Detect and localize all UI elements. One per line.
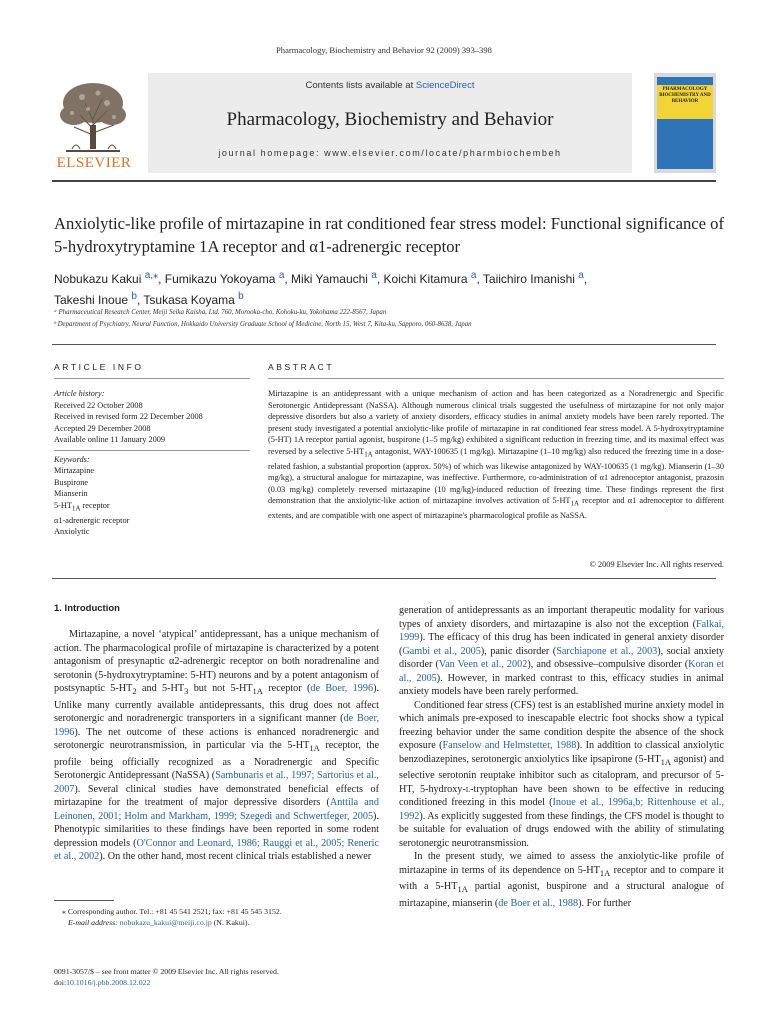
email-line [54,917,374,928]
history-1: Received in revised form 22 December 2008 [54,412,203,421]
email-suffix: (N. Kakui). [211,918,250,927]
abstract-text: Mirtazapine is an antidepressant with a unique mechanism of action and has been categorized as a Noradrenergic and Specific Serotonergic Antidepressant (NaSSA). Although numerous clinical trials suggested the usefulness of mirtazapine for not only major depressive disorders but also a variety of anxiety disorders, efficacy studies in animal anxiety models have been rarely reported. The present study investigated a potential anxiolytic-like profile of mirtazapine in rat conditioned fear stress model. A 5-hydroxytryptamine (5-HT) 1A receptor partial agonist, buspirone (1–5 mg/kg) exhibited a significant reduction in freezing time, and its maximal effect was reversed by a selective $5-HT_{1A}$ antagonist, WAY-100635 (1 mg/kg). Mirtazapine (1–10 mg/kg) also reduced the freezing time in a dose-related fashion, a substantial proportion (approx. 50%) of which was likewise antagonized by WAY-100635 (1 mg/kg). Mianserin (1–30 mg/kg), a structural analogue for mirtazapine, was ineffective. Furthermore, co-administration of α1 adrenoceptor antagonist, prazosin (0.03 mg/kg) completely reversed mirtazapine (10 mg/kg)-induced reduction of freezing time. These findings represent the first demonstration that the anxiolytic-like action of mirtazapine involves activation of $5-HT_{1A}$ receptor and α1 adrenoceptor to different extents, and are compatible with one aspect of mirtazapine's pharmacological profile as NaSSA. [268,389,725,521]
elsevier-wordmark: ELSEVIER [56,155,132,171]
section-heading-introduction: 1. Introduction [54,603,120,614]
article-info [54,388,250,538]
history-3: Available online 11 January 2009 [54,435,166,444]
elsevier-logo [52,77,134,173]
keyword: Buspirone [54,477,89,487]
affiliation-a: ᵃ Pharmaceutical Research Center, Meiji Seika Kaisha, Ltd. 760, Morooka-cho, Kohoku-ku, Yokohama 222-8567, Japan [54,309,387,316]
doi-link[interactable]: 10.1016/j.pbb.2008.12.022 [66,978,151,987]
running-head: Pharmacology, Biochemistry and Behavior 92 (2009) 393–398 [276,45,492,55]
abstract-label: ABSTRACT [268,362,335,372]
contents-prefix: Contents lists available at [305,80,416,91]
author-list: Nobukazu Kakui $^{a,⁎}$, Fumikazu Yokoyama $^a$, Miki Yamauchi $^a$, Koichi Kitamura $^a$, Taiichiro Imanishi $^a$, Takeshi Inoue $^b$, Tsukasa Koyama $^b$ [54,270,588,307]
history-2: Accepted 29 December 2008 [54,423,151,433]
journal-masthead [52,73,716,173]
doi-line [54,977,374,988]
cover-title: PHARMACOLOGY BIOCHEMISTRY AND BEHAVIOR [659,87,711,104]
info-divider [54,450,250,451]
journal-title: Pharmacology, Biochemistry and Behavior [226,109,554,130]
header-rule [52,344,716,345]
elsevier-tree-icon [52,77,134,155]
history-0: Received 22 October 2008 [54,400,143,410]
info-rule [54,378,250,379]
journal-homepage[interactable]: journal homepage: www.elsevier.com/locate/pharmbiochembeh [218,148,562,158]
history-label: Article history: [54,389,105,398]
masthead-center [148,73,632,173]
journal-cover-thumbnail[interactable] [654,73,716,173]
article-title: Anxiolytic-like profile of mirtazapine in rat conditioned fear stress model: Functional significance of 5-hydroxytryptamine 1A receptor and α1-adrenergic receptor [54,214,724,256]
sciencedirect-link[interactable]: ScienceDirect [415,80,475,91]
body-column-right: generation of antidepressants as an important therapeutic modality for various types of anxiety disorders, and mirtazapine is also not the exception (Falkai, 1999). The efficacy of this drug has been indicated in general anxiety disorder (Gambi et al., 2005), panic disorder (Sarchiapone et al., 2003), social anxiety disorder (Van Veen et al., 2002), and obsessive–compulsive disorder (Koran et al., 2005). However, in marked contrast to this, efficacy studies in animal anxiety models have been rarely performed. Conditioned fear stress (CFS) test is an established murine anxiety model in which animals pre-exposed to inescapable electric foot shocks show a typical freezing behavior under the same condition despite the absence of the shock exposure (Fanselow and Helmstetter, 1988). In addition to classical anxiolytic benzodiazepines, serotonergic anxiolytics like ipsapirone ($5-HT_{1A}$ agonist) and selective serotonin reuptake inhibitor such as citalopram, and precursor of 5-HT, 5-hydroxy-l-tryptophan have been shown to be effective in reducing conditioned freezing in this model (Inoue et al., 1996a,b; Rittenhouse et al., 1992). As explicitly suggested from these findings, the CFS model is thought to be suitable for evaluation of drugs endowed with the ability of stimulating serotonergic neurotransmission. In the present study, we aimed to assess the anxiolytic-like profile of mirtazapine in terms of its dependence on $5-HT_{1A}$ receptor and to compare it with a $5-HT_{1A}$ partial agonist, buspirone and a structural analogue of mirtazapine, mianserin (de Boer et al., 1988). For further [399,605,725,909]
abstract-rule [268,378,724,379]
email-link[interactable]: nobukazu_kakui@meiji.co.jp [119,918,212,927]
email-label: E-mail address: [68,918,118,927]
issn-line: 0091-3057/$ – see front matter © 2009 Elsevier Inc. All rights reserved. [54,967,279,976]
abstract-bottom-rule [52,578,716,579]
article-info-label: ARTICLE INFO [54,362,144,372]
doi-prefix: doi: [54,978,67,987]
affiliations [54,307,734,331]
keyword: α1-adrenergic receptor [54,515,130,525]
footnote-rule [54,900,114,901]
masthead-rule [52,180,716,182]
corresponding-author: ⁎ Corresponding author. Tel.: +81 45 541 2521; fax: +81 45 545 3152. [62,907,282,916]
affiliation-b: ᵇ Department of Psychiatry, Neural Function, Hokkaido University Graduate School of Medicine, North 15, West 7, Kita-ku, Sapporo, 060-8638, Japan [54,321,472,328]
keyword: Mirtazapine [54,466,95,475]
footnote [54,906,374,928]
keyword: $5-HT_{1A}$ receptor [54,500,110,513]
copyright-line: © 2009 Elsevier Inc. All rights reserved. [589,560,724,569]
front-matter [54,966,374,988]
keyword: Anxiolytic [54,527,90,537]
keywords-label: Keywords: [54,454,90,464]
contents-line [148,80,632,91]
keyword: Mianserin [54,489,88,498]
cover-image [657,77,713,169]
body-column-left: Mirtazapine, a novel ‘atypical’ antidepressant, has a unique mechanism of action. The pharmacological profile of mirtazapine is characterized by a potent antagonism of presynaptic α2-adrenergic receptor on both noradrenaline and serotonin (5-hydroxytryptamine: 5-HT) neurons and by a potent antagonism of postsynaptic $5-HT_2$ and $5-HT_3$ but not $5-HT_{1A}$ receptor (de Boer, 1996). Unlike many currently available antidepressants, this drug does not affect serotonergic and noradrenergic transporters in a significant manner (de Boer, 1996). The net outcome of these actions is enhanced noradrenergic and serotonergic neurotransmission, in particular via the $5-HT_{1A}$ receptor, the profile being officially recognized as a Noradrenergic and Specific Serotonergic Antidepressant (NaSSA) (Sambunaris et al., 1997; Sartorius et al., 2007). Several clinical studies have demonstrated beneficial effects of mirtazapine for the treatment of major depressive disorders (Anttila and Leinonen, 2001; Holm and Markham, 1999; Szegedi and Schwertfeger, 2005). Phenotypic similarities to these findings have been reported in some rodent depression models (O'Connor and Leonard, 1986; Rauggi et al., 2005; Reneric et al., 2002). On the other hand, most recent clinical trials established a newer [54,629,380,863]
